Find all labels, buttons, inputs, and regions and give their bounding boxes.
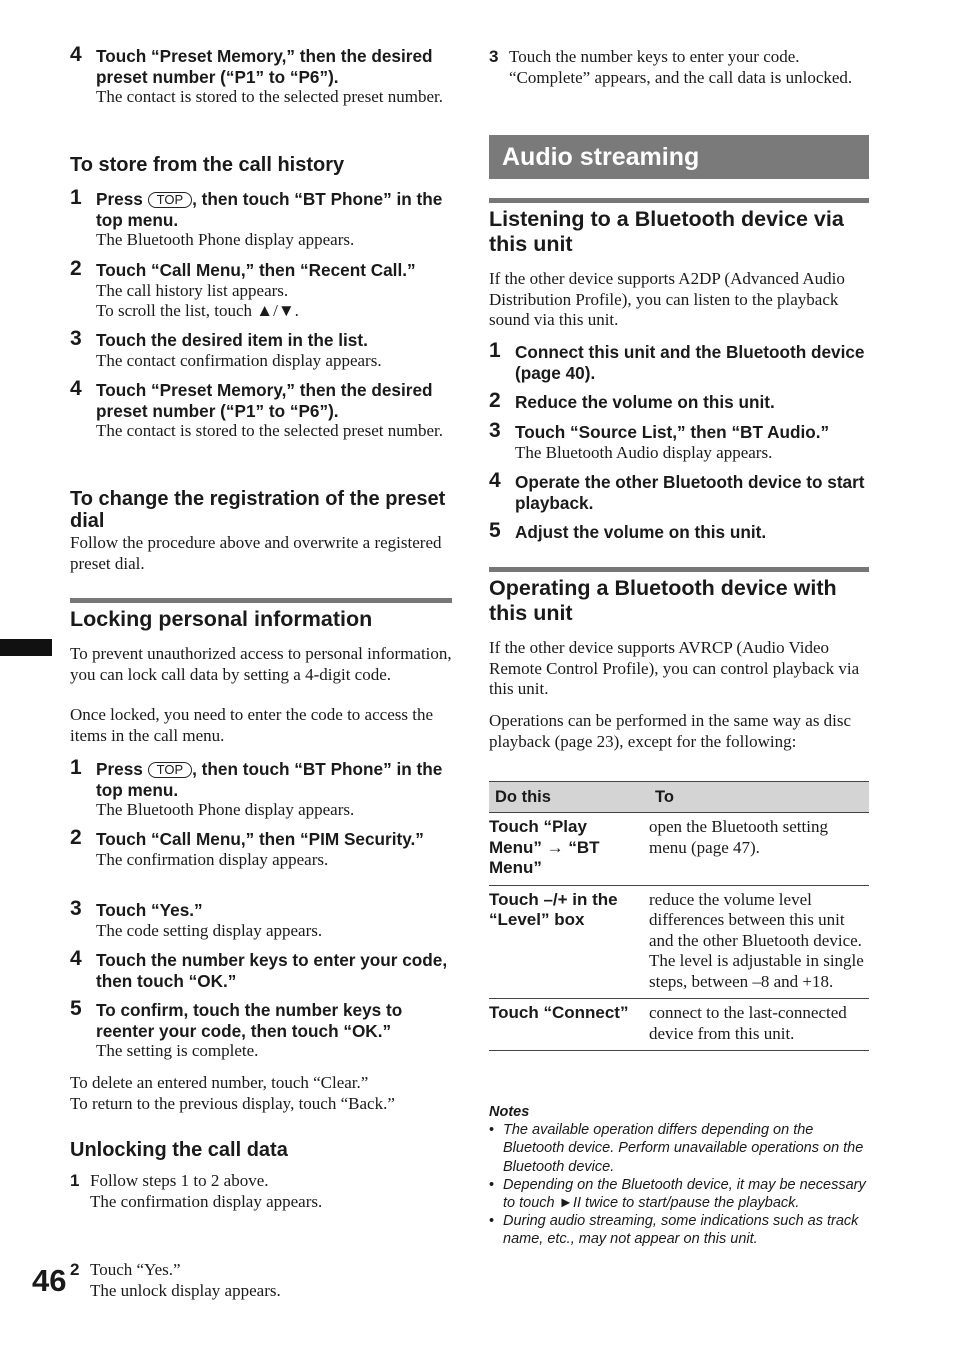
note-item: • During audio streaming, some indications such as track name, etc., may not appear on this unit. [489, 1212, 869, 1248]
step-text: The Bluetooth Phone display appears. [96, 230, 355, 249]
step-text: The contact is stored to the selected preset number. [96, 87, 443, 106]
step-title: To confirm, touch the number keys to reenter your code, then touch “OK.” [96, 1000, 403, 1041]
step-title: Reduce the volume on this unit. [515, 392, 775, 412]
table-row [489, 813, 869, 886]
step-title: Adjust the volume on this unit. [515, 522, 767, 542]
table-cell-action: Touch “Connect” [489, 999, 649, 1051]
step-text-2: The unlock display appears. [90, 1280, 281, 1300]
locking-after-1: To delete an entered number, touch “Clear.” [70, 1073, 369, 1092]
step-text: Follow steps 1 to 2 above. [90, 1171, 269, 1190]
table-cell-action: Touch –/+ in the “Level” box [489, 885, 649, 999]
notes-block [489, 1103, 869, 1249]
step-number: 2 [70, 257, 82, 280]
table-row [489, 885, 869, 999]
locking-step-5 [70, 997, 452, 1062]
step-title [96, 189, 452, 230]
table-row [489, 999, 869, 1051]
locking-step-4 [70, 947, 452, 991]
step-number: 3 [489, 419, 501, 442]
heading-unlocking: Unlocking the call data [70, 1139, 288, 1161]
step-number: 4 [489, 469, 501, 492]
locking-intro-2: Once locked, you need to enter the code to access the items in the call menu. [70, 705, 433, 745]
step-text: The code setting display appears. [96, 920, 323, 940]
step-text: The contact confirmation display appears. [96, 350, 382, 370]
table-cell-result: open the Bluetooth setting menu (page 47). [649, 813, 869, 886]
table-cell-result: connect to the last-connected device from this unit. [649, 999, 869, 1051]
step-title: Touch “Source List,” then “BT Audio.” [515, 422, 830, 442]
step-number: 4 [70, 43, 82, 66]
step-title [96, 759, 452, 800]
locking-step-1 [70, 756, 452, 821]
listen-step-3 [489, 419, 869, 463]
step-title-pre: Press [96, 189, 143, 209]
locking-step-2 [70, 826, 452, 870]
step-number: 2 [70, 826, 82, 849]
history-step-3 [70, 327, 452, 371]
step-title-pre: Press [96, 759, 143, 779]
step-text-2: The confirmation display appears. [90, 1191, 323, 1211]
heading-listening: Listening to a Bluetooth device via this unit [489, 198, 869, 257]
top-button-symbol: TOP [148, 762, 193, 778]
step-text: The call history list appears. [96, 280, 289, 300]
step-title: Touch “Call Menu,” then “PIM Security.” [96, 829, 424, 849]
locking-step-3 [70, 897, 452, 941]
right-column [489, 0, 869, 1248]
history-step-4 [70, 377, 452, 442]
step-title: Touch “Preset Memory,” then the desired preset number (“P1” to “P6”). [96, 46, 433, 87]
step-text-scroll: To scroll the list, touch ▲/▼. [96, 301, 299, 320]
section-banner-audio-streaming: Audio streaming [489, 135, 869, 179]
unlock-step-1 [70, 1171, 452, 1212]
step-text: The Bluetooth Phone display appears. [96, 800, 355, 819]
table-cell-result: reduce the volume level differences between this unit and the other Bluetooth device. The level is adjustable in single steps, between –8 and +18. [649, 885, 869, 999]
listen-step-4 [489, 469, 869, 513]
table-header-to: To [649, 782, 869, 813]
step-number: 2 [489, 389, 501, 412]
step-number: 1 [489, 339, 501, 362]
step-text: The contact is stored to the selected preset number. [96, 421, 443, 440]
step-title: Connect this unit and the Bluetooth device (page 40). [515, 342, 865, 383]
step-number: 5 [489, 519, 501, 542]
listen-step-1 [489, 339, 869, 383]
step-title: Touch the desired item in the list. [96, 330, 368, 350]
locking-intro-1: To prevent unauthorized access to personal information, you can lock call data by setting a 4-digit code. [70, 644, 452, 684]
locking-after-2: To return to the previous display, touch “Back.” [70, 1094, 395, 1113]
heading-call-history: To store from the call history [70, 154, 345, 176]
operations-table-wrap [489, 781, 869, 1051]
page-number: 46 [32, 1263, 67, 1298]
note-item: • Depending on the Bluetooth device, it may be necessary to touch ►II twice to start/pause the playback. [489, 1176, 869, 1212]
change-registration-text: Follow the procedure above and overwrite a registered preset dial. [70, 533, 442, 573]
step-number: 3 [70, 327, 82, 350]
note-item: • The available operation differs depending on the Bluetooth device. Perform unavailable operations on the Bluetooth device. [489, 1121, 869, 1176]
top-button-symbol: TOP [148, 192, 193, 208]
notes-heading: Notes [489, 1104, 530, 1120]
step-title: Touch the number keys to enter your code, then touch “OK.” [96, 950, 448, 991]
step-number: 1 [70, 186, 82, 209]
listening-intro: If the other device supports A2DP (Advanced Audio Distribution Profile), you can listen to the playback sound via this unit. [489, 269, 845, 329]
heading-operating: Operating a Bluetooth device with this unit [489, 567, 869, 626]
heading-locking: Locking personal information [70, 598, 452, 632]
step-number: 1 [70, 756, 82, 779]
step-title-post: , then touch “BT Phone” in the top menu. [96, 189, 443, 230]
step-title: Touch “Call Menu,” then “Recent Call.” [96, 260, 416, 280]
step-title: Operate the other Bluetooth device to start playback. [515, 472, 865, 513]
table-header-row [489, 782, 869, 813]
unlock-step-2 [70, 1260, 452, 1301]
step-preset-memory-top [70, 43, 452, 108]
operating-intro-2: Operations can be performed in the same way as disc playback (page 23), except for the following: [489, 711, 852, 751]
step-number: 3 [489, 47, 499, 66]
step-number: 2 [70, 1260, 80, 1279]
step-number: 4 [70, 377, 82, 400]
step-text: Touch the number keys to enter your code. “Complete” appears, and the call data is unlocked. [509, 47, 853, 87]
step-title: Touch “Preset Memory,” then the desired preset number (“P1” to “P6”). [96, 380, 433, 421]
unlock-step-3 [489, 47, 869, 88]
step-number: 1 [70, 1171, 80, 1190]
step-text: Touch “Yes.” [90, 1260, 181, 1279]
table-header-do-this: Do this [489, 782, 649, 813]
step-title: Touch “Yes.” [96, 900, 203, 920]
listen-step-2 [489, 389, 869, 413]
section-tab-marker [0, 639, 52, 656]
step-text: The Bluetooth Audio display appears. [515, 442, 773, 462]
step-number: 5 [70, 997, 82, 1020]
step-number: 3 [70, 897, 82, 920]
step-text: The setting is complete. [96, 1041, 259, 1060]
history-step-2 [70, 257, 452, 322]
listen-step-5 [489, 519, 869, 543]
operations-table [489, 781, 869, 1051]
step-title-post: , then touch “BT Phone” in the top menu. [96, 759, 443, 800]
step-text: The confirmation display appears. [96, 849, 329, 869]
operating-intro-1: If the other device supports AVRCP (Audio Video Remote Control Profile), you can control playback via this unit. [489, 638, 860, 698]
step-number: 4 [70, 947, 82, 970]
heading-change-registration: To change the registration of the preset dial [70, 488, 446, 532]
history-step-1 [70, 186, 452, 251]
left-column [70, 0, 452, 1300]
table-cell-action: Touch “Play Menu” → “BT Menu” [489, 813, 649, 886]
